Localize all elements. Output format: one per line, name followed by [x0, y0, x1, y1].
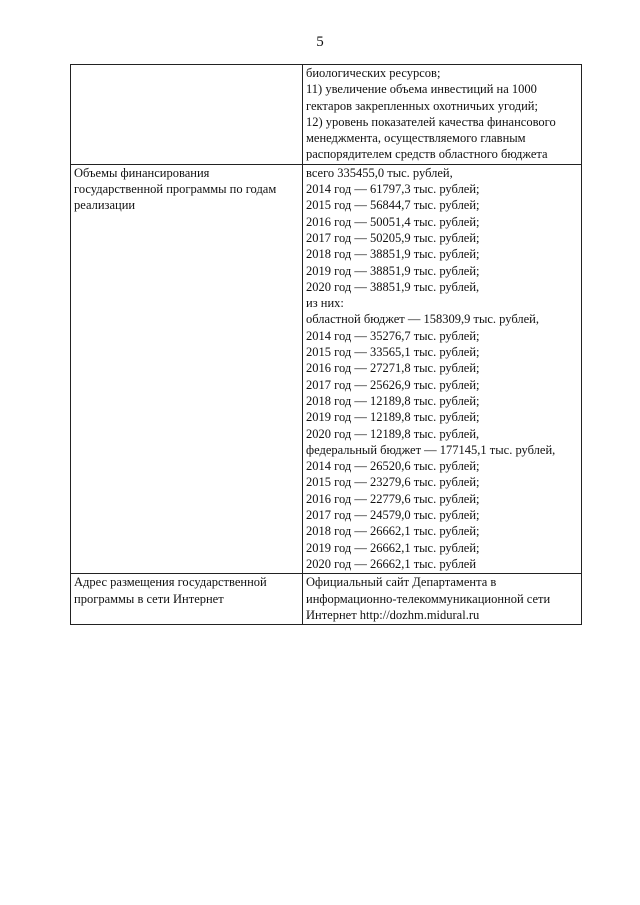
value-line: 2015 год — 56844,7 тыс. рублей; [306, 198, 480, 213]
value-line: 2018 год — 12189,8 тыс. рублей; [306, 393, 480, 408]
value-line: 2019 год — 12189,8 тыс. рублей; [306, 410, 480, 425]
table-row [71, 65, 582, 165]
value-line: 2020 год — 26662,1 тыс. рублей [306, 556, 477, 571]
value-line: менеджмента, осуществляемого главным [306, 131, 526, 146]
passport-table-body [71, 65, 582, 625]
value-line: 2018 год — 38851,9 тыс. рублей; [306, 247, 480, 262]
row-value-cell [303, 65, 582, 165]
value-line: всего 335455,0 тыс. рублей, [306, 165, 453, 180]
row-label-cell [71, 574, 303, 625]
value-line: федеральный бюджет — 177145,1 тыс. рублей, [306, 442, 556, 457]
value-line: 2016 год — 27271,8 тыс. рублей; [306, 361, 480, 376]
value-line: 2017 год — 50205,9 тыс. рублей; [306, 230, 480, 245]
value-line: 12) уровень показателей качества финансового [306, 114, 556, 129]
table-row [71, 574, 582, 625]
value-line: 2014 год — 26520,6 тыс. рублей; [306, 459, 480, 474]
value-line: областной бюджет — 158309,9 тыс. рублей, [306, 312, 539, 327]
value-line: 11) увеличение объема инвестиций на 1000 [306, 82, 537, 97]
row-value-cell [303, 574, 582, 625]
value-line: биологических ресурсов; [306, 66, 441, 80]
value-line: 2017 год — 25626,9 тыс. рублей; [306, 377, 480, 392]
page-number: 5 [316, 34, 324, 50]
row-label: Адрес размещения государственной программы в сети Интернет [74, 575, 267, 606]
value-line: 2014 год — 35276,7 тыс. рублей; [306, 328, 480, 343]
value-line: Интернет http://dozhm.midural.ru [306, 607, 480, 622]
value-line: Официальный сайт Департамента в [306, 575, 497, 590]
row-value-cell [303, 164, 582, 573]
value-line: гектаров закрепленных охотничьих угодий; [306, 98, 538, 113]
row-label-cell [71, 164, 303, 573]
value-line: 2015 год — 33565,1 тыс. рублей; [306, 345, 480, 360]
value-line: информационно-телекоммуникационной сети [306, 591, 551, 606]
value-line: 2020 год — 12189,8 тыс. рублей, [306, 426, 480, 441]
value-line: 2018 год — 26662,1 тыс. рублей; [306, 524, 480, 539]
value-line: 2020 год — 38851,9 тыс. рублей, [306, 279, 480, 294]
program-passport-table [70, 64, 582, 625]
value-line: из них: [306, 296, 344, 311]
value-line: 2016 год — 50051,4 тыс. рублей; [306, 214, 480, 229]
row-label-cell [71, 65, 303, 165]
value-line: 2014 год — 61797,3 тыс. рублей; [306, 182, 480, 197]
row-label: Объемы финансирования государственной программы по годам реализации [74, 165, 277, 213]
table-row [71, 164, 582, 573]
value-line: 2019 год — 38851,9 тыс. рублей; [306, 263, 480, 278]
value-line: 2017 год — 24579,0 тыс. рублей; [306, 508, 480, 523]
value-line: 2015 год — 23279,6 тыс. рублей; [306, 475, 480, 490]
value-line: 2016 год — 22779,6 тыс. рублей; [306, 491, 480, 506]
value-line: 2019 год — 26662,1 тыс. рублей; [306, 540, 480, 555]
value-line: распорядителем средств областного бюджета [306, 147, 548, 162]
